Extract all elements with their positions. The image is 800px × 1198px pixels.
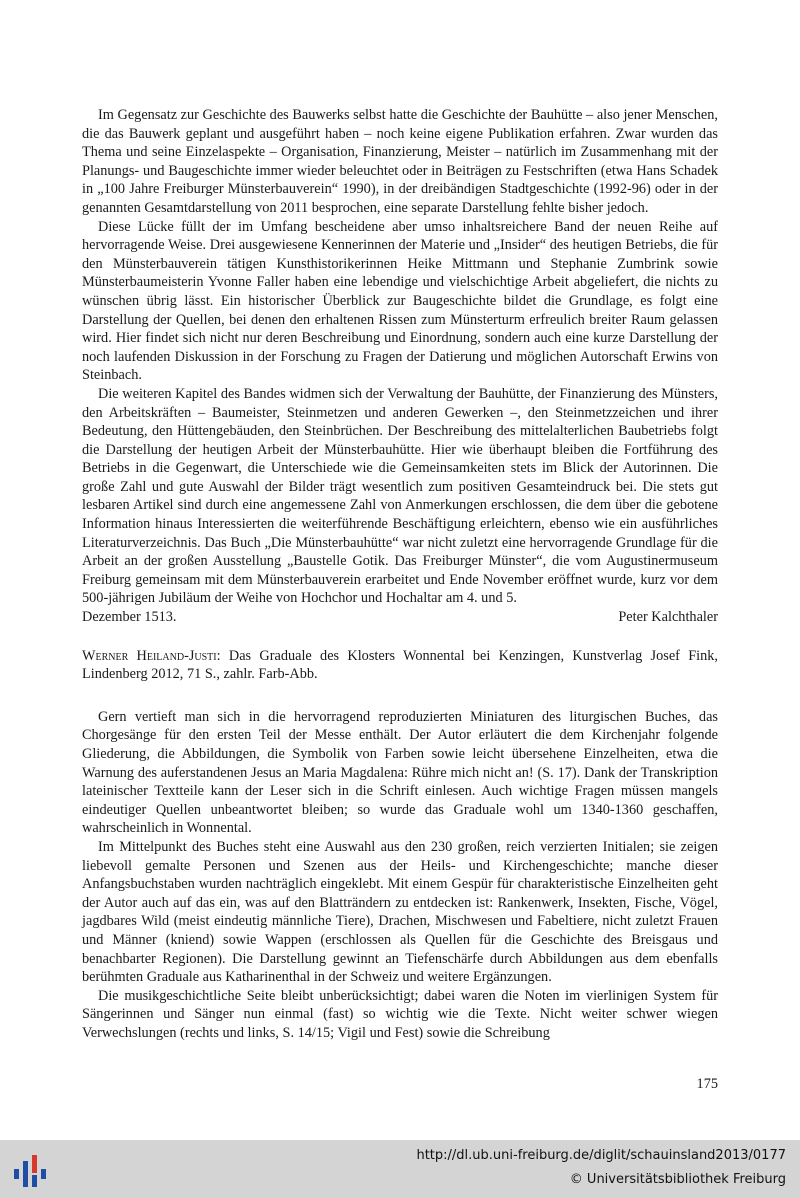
document-page xyxy=(82,106,718,1043)
review1-paragraph-2: Diese Lücke füllt der im Umfang bescheidene aber umso inhaltsreichere Band der neuen Reihe auf hervorragende Weise. Drei ausgewiesene Kennerinnen der Materie und „Insider“ des heutigen Betriebs, die für den Münsterbauverein tätigen Kunsthistorikerinnen Heike Mittmann und Stephanie Zumbrink sowie Münsterbaumeisterin Yvonne Faller haben eine lebendige und vielschichtige Arbeit abgeliefert, die nichts zu wünschen übrig lässt. Ein historischer Überblick zur Baugeschichte bildet die Grundlage, es folgt eine Darstellung der Quellen, bei denen den erhaltenen Rissen zum Münsterturm erfreulich breiter Raum gelassen wird. Hier findet sich nicht nur deren Beschreibung und Einordnung, sondern auch eine kurze Darstellung der noch laufenden Diskussion in der Forschung zu Fragen der Datierung und möglichen Autorschaft Erwins von Steinbach. xyxy=(82,218,718,384)
review1-signature-line xyxy=(82,608,718,627)
section-gap xyxy=(82,684,718,708)
digital-library-url-link[interactable]: http://dl.ub.uni-freiburg.de/diglit/schauinsland2013/0177 xyxy=(416,1148,786,1163)
review1-paragraph-1: Im Gegensatz zur Geschichte des Bauwerks selbst hatte die Geschichte der Bauhütte – also jener Menschen, die das Bauwerk geplant und ausgeführt haben – noch keine eigene Publikation erfahren. Zwar wurden das Thema und seine Einzelaspekte – Organisation, Finanzierung, Meister – natürlich im Zusammenhang mit der Planungs- und Baugeschichte immer wieder beleuchtet oder in Beiträgen zu Festschriften (etwa Hans Schadek in „100 Jahre Freiburger Münsterbauverein“ 1990), in der dreibändigen Stadtgeschichte (1992-96) oder in der genannten Gesamtdarstellung von 2011 besprochen, eine separate Darstellung fehlte bisher jedoch. xyxy=(82,107,718,216)
review2-paragraph-2: Im Mittelpunkt des Buches steht eine Auswahl aus den 230 großen, reich verzierten Initialen; sie zeigen liebevoll gemalte Personen und Szenen aus der Heils- und Kirchengeschichte; manche dieser Anfangsbuchstaben wurden nachträglich eingeklebt. Mit einem Gespür für charakteristische Einzelheiten geht der Autor auch auf das ein, was auf den Blatträndern zu entdecken ist: Rankenwerk, Insekten, Fische, Vögel, jagdbares Wild (meist eindeutig männliche Tiere), Drachen, Mischwesen und Fabeltiere, nicht zuletzt Frauen und Männer (kniend) sowie Wappen (erschlossen als Quellen für die Geschichte des Breisgaus und benachbarter Regionen). Die Darstellung gewinnt an Tiefenschärfe durch Abbildungen aus dem ebenfalls berühmten Graduale aus Katharinenthal in der Schweiz und weitere Ergänzungen. xyxy=(82,838,718,986)
reviewer-name: Peter Kalchthaler xyxy=(618,609,718,626)
review2-bibliography: : Das Graduale des Klosters Wonnental bei Kenzingen, Kunstverlag Josef Fink, Lindenberg 2012, 71 S., zahlr. Farb-Abb. xyxy=(82,647,718,683)
review1-paragraph-3: Die weiteren Kapitel des Bandes widmen sich der Verwaltung der Bauhütte, der Finanzierung des Münsters, den Arbeitskräften – Baumeister, Steinmetzen und anderen Gewerken –, den Steinmetzzeichen und ihrer Bedeutung, den Hüttengebäuden, den Steinbrüchen. Der Beschreibung des mittelalterlichen Baubetriebs folgt die Darstellung der heutigen Arbeit der Münsterbauhütte. Hier wie überhaupt bleiben die Fortführung des Betriebs in die Gegenwart, die Unterschiede wie die Gemeinsamkeiten stets im Blick der Autorinnen. Die große Zahl und gute Auswahl der Bilder trägt wesentlich zum positiven Gesamteindruck bei. Die stets gut lesbaren Artikel sind durch eine angemessene Zahl von Anmerkungen erschlossen, die dem über die gebotene Information hinaus Interessierten die weiterführende Beschäftigung erleichtern, ebenso wie ein ausführliches Literaturverzeichnis. Das Buch „Die Münsterbauhütte“ war nicht zuletzt eine hervorragende Grundlage für die Arbeit an der großen Ausstellung „Baustelle Gotik. Das Freiburger Münster“, die vom Augustinermuseum Freiburg gemeinsam mit dem Münsterbauverein erarbeitet und Ende November eröffnet wurde, kurz vor dem 500-jährigen Jubiläum der Weihe von Hochchor und Hochaltar am 4. und 5. xyxy=(82,385,718,607)
review2-author: Werner Heiland-Justi xyxy=(82,647,217,664)
copyright-notice: © Universitätsbibliothek Freiburg xyxy=(569,1172,786,1187)
review1-closing-line: Dezember 1513. xyxy=(82,609,177,626)
review2-paragraph-1: Gern vertieft man sich in die hervorragend reproduzierten Miniaturen des liturgischen Buches, das Chorgesänge für den ersten Teil der Messe enthält. Der Autor erläutert die dem Kirchenjahr folgende Gliederung, die Abbildungen, die Symbolik von Farben sowie leicht übersehene Einzelheiten, etwa die Warnung des auferstandenen Jesus an Maria Magdalena: Rühre mich nicht an! (S. 17). Dank der Transkription lateinischer Textteile kann der Leser sich in die Schrift einlesen. Auch wichtige Fragen müssen mangels eindeutiger Quellen unbeantwortet bleiben; so wurde das Graduale wohl um 1340-1360 geschaffen, wahrscheinlich in Wonnental. xyxy=(82,708,718,837)
review2-heading xyxy=(82,647,718,684)
review2-paragraph-3: Die musikgeschichtliche Seite bleibt unberücksichtigt; dabei waren die Noten im vierlinigen System für Sängerinnen und Sänger nun einmal (fast) so wichtig wie die Texte. Nicht weiter schwer wiegen Verwechslungen (rechts und links, S. 14/15; Vigil und Fest) sowie die Schreibung xyxy=(82,987,718,1041)
ub-freiburg-logo-icon xyxy=(10,1151,50,1191)
library-footer-bar xyxy=(0,1140,800,1198)
page-number: 175 xyxy=(696,1076,718,1092)
